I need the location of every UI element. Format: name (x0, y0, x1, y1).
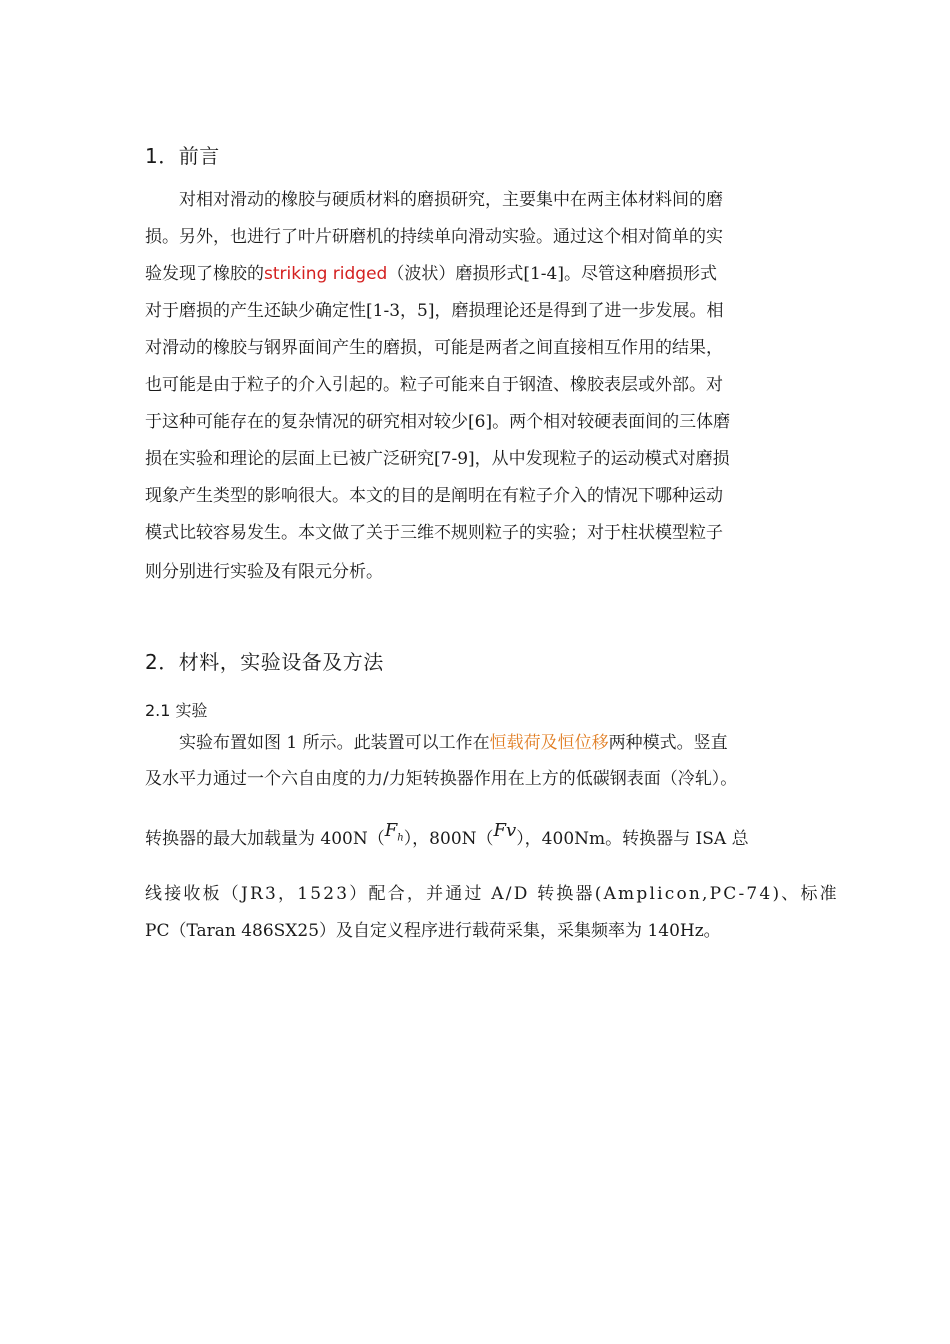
highlight-term-striking-ridged: striking ridged (264, 264, 388, 284)
paragraph-line (179, 732, 728, 754)
text-run: 验发现了橡胶的 (145, 264, 264, 284)
formula-fh-main: F (384, 820, 398, 841)
formula-fv: Fv (493, 820, 517, 841)
section-2-heading: 2．材料，实验设备及方法 (145, 650, 384, 674)
highlight-term-modes: 恒载荷及恒位移 (489, 733, 609, 753)
paragraph-line: 现象产生类型的影响很大。本文的目的是阐明在有粒子介入的情况下哪种运动 (145, 486, 723, 506)
section-1-heading: 1．前言 (145, 144, 220, 168)
paragraph-line: 损在实验和理论的层面上已被广泛研究[7-9]，从中发现粒子的运动模式对磨损 (145, 449, 730, 469)
text-run: ），400Nm。转换器与 ISA 总 (516, 829, 749, 849)
text-run: 两种模式。竖直 (608, 733, 728, 753)
paragraph-line: 损。另外，也进行了叶片研磨机的持续单向滑动实验。通过这个相对简单的实 (145, 227, 723, 247)
paragraph-line: 模式比较容易发生。本文做了关于三维不规则粒子的实验；对于柱状模型粒子 (145, 523, 723, 543)
paragraph-line: 及水平力通过一个六自由度的力/力矩转换器作用在上方的低碳钢表面（冷轧）。 (145, 769, 738, 789)
paragraph-line: 也可能是由于粒子的介入引起的。粒子可能来自于钢渣、橡胶表层或外部。对 (145, 375, 723, 395)
subsection-2-1-heading: 2.1 实验 (145, 701, 208, 720)
paragraph-line: 对相对滑动的橡胶与硬质材料的磨损研究，主要集中在两主体材料间的磨 (179, 190, 723, 210)
text-run: 实验布置如图 1 所示。此装置可以工作在 (179, 733, 490, 753)
paragraph-line: 于这种可能存在的复杂情况的研究相对较少[6]。两个相对较硬表面间的三体磨 (145, 412, 731, 432)
formula-fh (384, 820, 404, 844)
paragraph-line: 对滑动的橡胶与钢界面间产生的磨损，可能是两者之间直接相互作用的结果， (145, 338, 723, 358)
formula-fh-sub: h (397, 832, 404, 844)
paragraph-line: 对于磨损的产生还缺少确定性[1-3，5]，磨损理论还是得到了进一步发展。相 (145, 301, 724, 321)
text-run: 转换器的最大加载量为 400N（ (145, 829, 385, 849)
text-run: ），800N（ (403, 829, 494, 849)
paragraph-line (145, 263, 717, 285)
paragraph-line (145, 820, 749, 858)
paragraph-line: 线接收板（JR3，1523）配合，并通过 A/D 转换器(Amplicon,PC-74)、标准 (145, 884, 839, 904)
paragraph-line: PC（Taran 486SX25）及自定义程序进行载荷采集，采集频率为 140Hz。 (145, 921, 721, 941)
text-run: （波状）磨损形式[1-4]。尽管这种磨损形式 (387, 264, 717, 284)
paragraph-line: 则分别进行实验及有限元分析。 (145, 562, 383, 582)
